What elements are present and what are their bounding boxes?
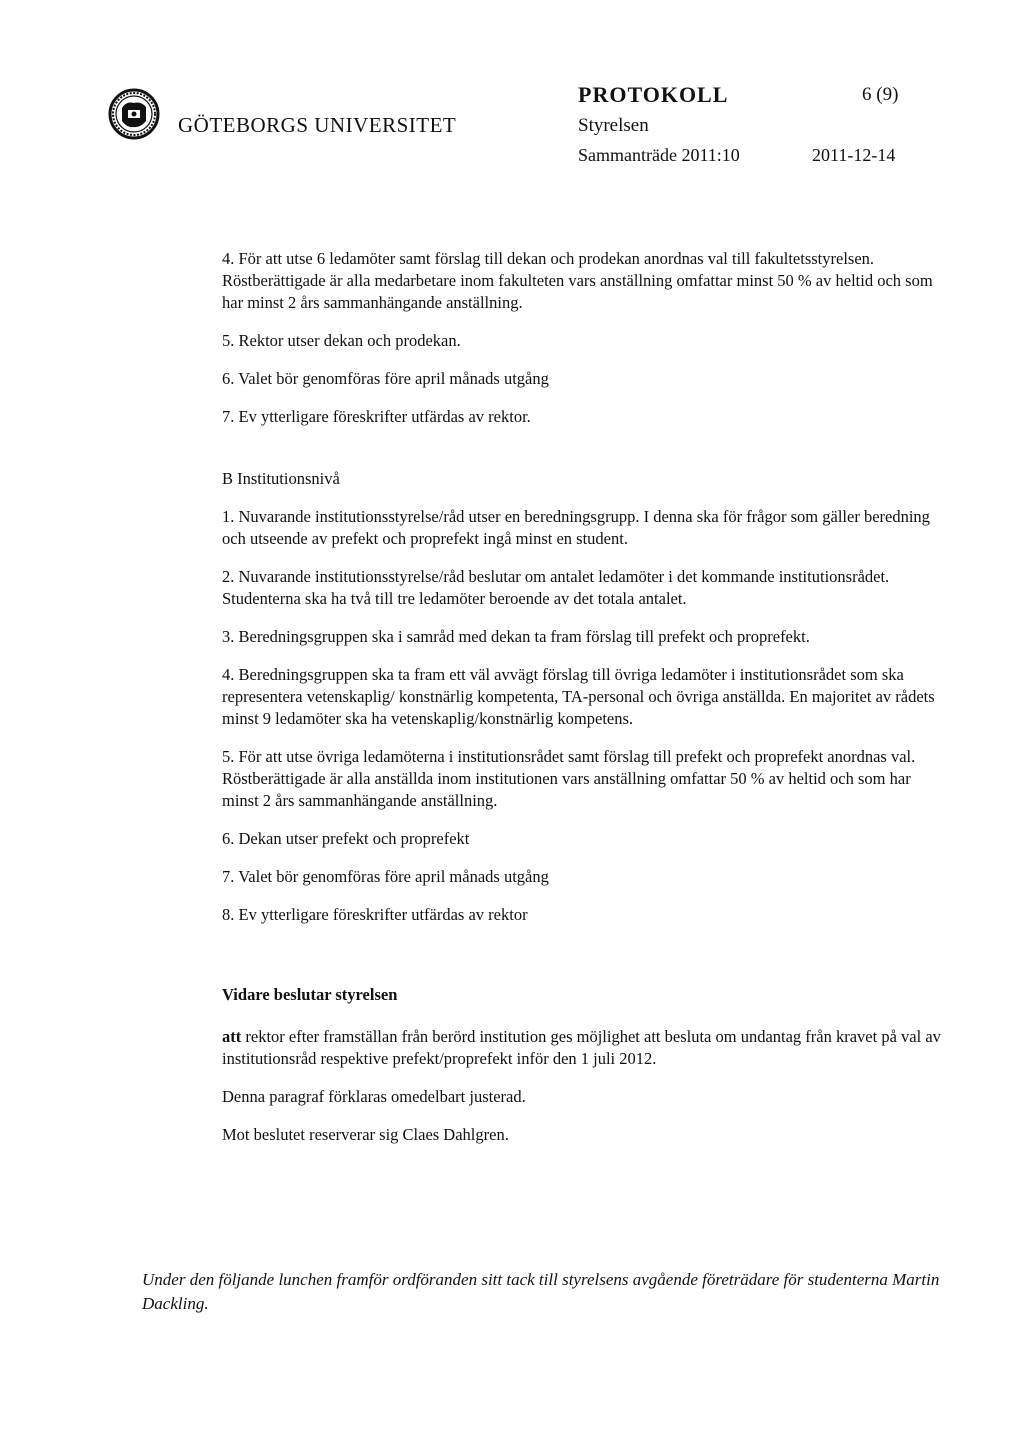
page-number: 6 (9) — [862, 84, 899, 105]
list-item: 1. Nuvarande institutionsstyrelse/råd utser en beredningsgrupp. I denna ska för frågor som gäller beredning och utseende av prefekt och proprefekt ingå minst en student. — [222, 507, 930, 548]
list-item: 5. För att utse övriga ledamöterna i institutionsrådet samt förslag till prefekt och proprefekt anordnas val. Röstberättigade är alla anställda inom institutionen vars anställning omfattar 50 % av heltid och som har minst 2 års sammanhängande anställning. — [222, 747, 916, 810]
att-text: rektor efter framställan från berörd institution ges möjlighet att besluta om undantag från kravet på val av institutionsråd respektive prefekt/proprefekt inför den 1 juli 2012. — [222, 1027, 941, 1068]
document-body — [222, 248, 942, 1162]
issuing-body: Styrelsen — [578, 115, 649, 136]
list-item: 6. Valet bör genomföras före april månads utgång — [222, 369, 549, 388]
decision-text — [222, 1026, 942, 1070]
reservation-statement: Mot beslutet reserverar sig Claes Dahlgren. — [222, 1125, 509, 1144]
university-name: GÖTEBORGS UNIVERSITET — [178, 113, 457, 137]
list-item: 2. Nuvarande institutionsstyrelse/råd beslutar om antalet ledamöter i det kommande institutionsrådet. Studenterna ska ha två till tre ledamöter beroende av det totala antalet. — [222, 567, 890, 608]
list-item: 7. Valet bör genomföras före april månads utgång — [222, 867, 549, 886]
meeting-number: Sammanträde 2011:10 — [578, 145, 740, 165]
section-title: B Institutionsnivå — [222, 469, 340, 488]
att-word: att — [222, 1027, 242, 1046]
document-type: PROTOKOLL — [578, 82, 729, 107]
footer-note: Under den följande lunchen framför ordföranden sitt tack till styrelsens avgående företrädare för studenterna Martin Dackling. — [142, 1270, 940, 1313]
decision-heading: Vidare beslutar styrelsen — [222, 985, 398, 1004]
list-item: 5. Rektor utser dekan och prodekan. — [222, 331, 461, 350]
adjusted-statement: Denna paragraf förklaras omedelbart justerad. — [222, 1087, 526, 1106]
list-item: 6. Dekan utser prefekt och proprefekt — [222, 829, 470, 848]
meeting-date: 2011-12-14 — [812, 145, 896, 165]
list-item: 8. Ev ytterligare föreskrifter utfärdas av rektor — [222, 905, 528, 924]
list-item: 4. Beredningsgruppen ska ta fram ett väl avvägt förslag till övriga ledamöter i institutionsrådet som ska representera vetenskaplig/ konstnärlig kompetenta, TA-personal och övriga anställda. En majoritet av rådets minst 9 ledamöter ska ha vetenskaplig/konstnärlig kompetens. — [222, 665, 935, 728]
list-item: 4. För att utse 6 ledamöter samt förslag till dekan och prodekan anordnas val till fakultetsstyrelsen. Röstberättigade är alla medarbetare inom fakulteten vars anställning omfattar minst 50 % av heltid och som har minst 2 års sammanhängande anställning. — [222, 249, 933, 312]
list-item: 7. Ev ytterligare föreskrifter utfärdas av rektor. — [222, 407, 531, 426]
list-item: 3. Beredningsgruppen ska i samråd med dekan ta fram förslag till prefekt och proprefekt. — [222, 627, 810, 646]
university-seal-icon — [108, 88, 160, 140]
